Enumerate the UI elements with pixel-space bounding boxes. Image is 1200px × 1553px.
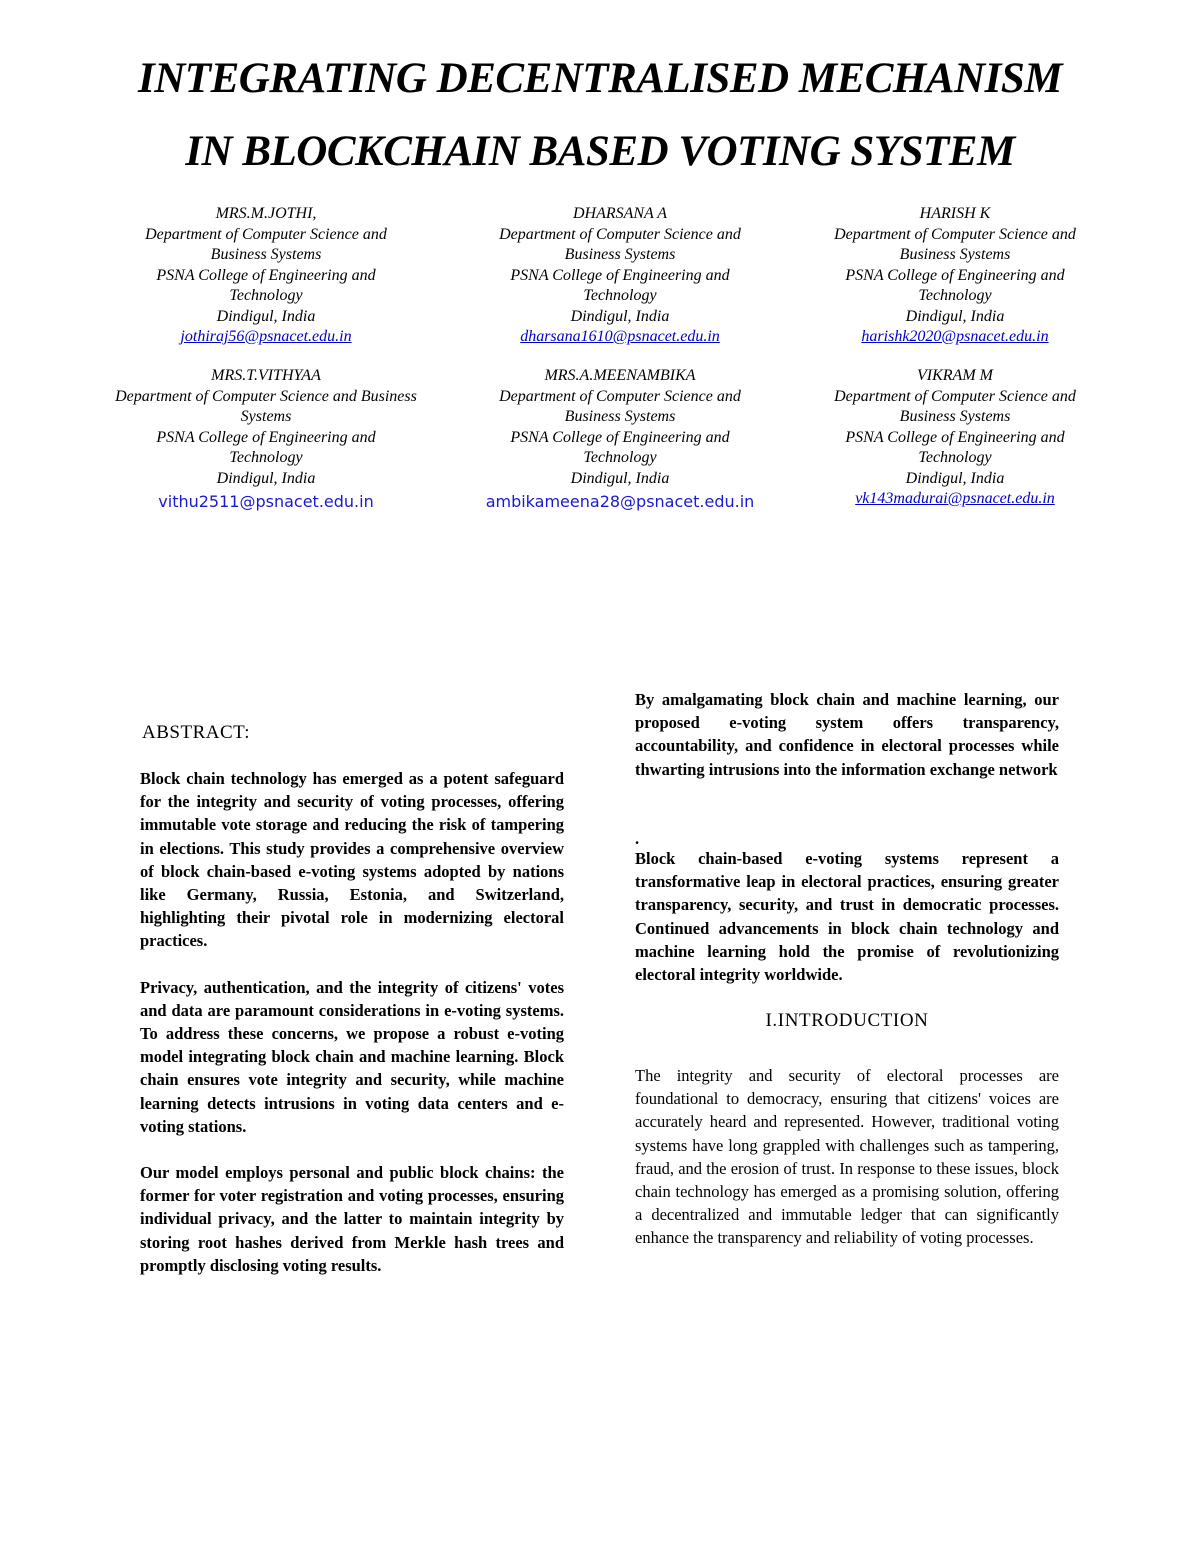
author-department: Department of Computer Science and (499, 387, 741, 405)
author-block (450, 366, 790, 513)
abstract-paragraph: Privacy, authentication, and the integrity of citizens' votes and data are paramount considerations in e-voting systems. To address these concerns, we propose a robust e-voting model integrating block chain and machine learning. Block chain ensures vote integrity and security, while machine learning detects intrusions in voting data centers and e-voting stations. (140, 977, 564, 1136)
author-block (785, 366, 1125, 510)
introduction-paragraph: The integrity and security of electoral processes are foundational to democracy, ensuring that citizens' voices are accurately heard and represented. However, traditional voting systems have long grappled with challenges such as tampering, fraud, and the erosion of trust. In response to these issues, block chain technology has emerged as a promising solution, offering a decentralized and immutable ledger that can significantly enhance the transparency and reliability of voting processes. (635, 1066, 1059, 1248)
author-college-cont: Technology (918, 287, 992, 304)
author-location: Dindigul, India (905, 307, 1005, 325)
author-department-cont: Systems (240, 408, 292, 425)
author-college-cont: Technology (229, 287, 303, 304)
abstract-heading: ABSTRACT: (142, 722, 251, 743)
paper-title-line-2: IN BLOCKCHAIN BASED VOTING SYSTEM (185, 128, 1015, 175)
author-name: DHARSANA A (572, 205, 668, 222)
author-location: Dindigul, India (570, 469, 670, 487)
author-location: Dindigul, India (905, 469, 1005, 487)
author-name: HARISH K (919, 205, 991, 222)
author-department: Department of Computer Science and Business (115, 387, 417, 405)
author-college-cont: Technology (229, 449, 303, 466)
author-college: PSNA College of Engineering and (510, 266, 730, 284)
author-college: PSNA College of Engineering and (156, 266, 376, 284)
author-email-link[interactable]: dharsana1610@psnacet.edu.in (520, 328, 720, 345)
introduction-body (635, 1064, 1059, 1250)
author-name: MRS.A.MEENAMBIKA (544, 367, 696, 384)
author-name: VIKRAM M (917, 367, 993, 384)
author-department: Department of Computer Science and (145, 225, 387, 243)
abstract-continued (635, 688, 1059, 781)
author-college: PSNA College of Engineering and (510, 428, 730, 446)
abstract-paragraph: Block chain technology has emerged as a potent safeguard for the integrity and security of voting processes, offering immutable vote storage and reducing the risk of tampering in elections. This study provides a comprehensive overview of block chain-based e-voting systems adopted by nations like Germany, Russia, Estonia, and Switzerland, highlighting their pivotal role in modernizing electoral practices. (140, 769, 564, 951)
abstract-column (140, 767, 564, 1277)
author-name: MRS.T.VITHYAA (211, 367, 321, 384)
abstract-conclusion (635, 847, 1059, 986)
abstract-paragraph: By amalgamating block chain and machine learning, our proposed e-voting system offers transparency, accountability, and confidence in electoral processes while thwarting intrusions into the information exchange network (635, 690, 1059, 779)
author-college-cont: Technology (918, 449, 992, 466)
author-block (96, 366, 436, 513)
author-department: Department of Computer Science and (834, 387, 1076, 405)
author-department: Department of Computer Science and (834, 225, 1076, 243)
author-block (450, 204, 790, 348)
author-email-link[interactable]: harishk2020@psnacet.edu.in (861, 328, 1049, 345)
author-department-cont: Business Systems (564, 408, 676, 425)
author-college: PSNA College of Engineering and (845, 266, 1065, 284)
author-block (785, 204, 1125, 348)
author-location: Dindigul, India (570, 307, 670, 325)
author-email-link[interactable]: jothiraj56@psnacet.edu.in (180, 328, 352, 345)
author-department-cont: Business Systems (899, 408, 1011, 425)
abstract-paragraph: Block chain-based e-voting systems represent a transformative leap in electoral practices, ensuring greater transparency, security, and trust in democratic processes. Continued advancements in block chain technology and machine learning hold the promise of revolutionizing electoral integrity worldwide. (635, 849, 1059, 985)
author-email-link[interactable]: vithu2511@psnacet.edu.in (158, 492, 374, 511)
author-name: MRS.M.JOTHI, (215, 205, 317, 222)
author-location: Dindigul, India (216, 469, 316, 487)
author-college: PSNA College of Engineering and (845, 428, 1065, 446)
author-block (96, 204, 436, 348)
author-department-cont: Business Systems (564, 246, 676, 263)
author-department-cont: Business Systems (899, 246, 1011, 263)
stray-period: . (635, 829, 640, 848)
author-department: Department of Computer Science and (499, 225, 741, 243)
author-college-cont: Technology (583, 449, 657, 466)
author-email-link[interactable]: ambikameena28@psnacet.edu.in (485, 492, 755, 511)
paper-title-line-1: INTEGRATING DECENTRALISED MECHANISM (138, 55, 1062, 102)
author-college-cont: Technology (583, 287, 657, 304)
author-department-cont: Business Systems (210, 246, 322, 263)
author-college: PSNA College of Engineering and (156, 428, 376, 446)
introduction-heading: I.INTRODUCTION (765, 1010, 929, 1031)
abstract-paragraph: Our model employs personal and public block chains: the former for voter registration and voting processes, ensuring individual privacy, and the latter to maintain integrity by storing root hashes derived from Merkle hash trees and promptly disclosing voting results. (140, 1163, 564, 1275)
author-location: Dindigul, India (216, 307, 316, 325)
author-email-link[interactable]: vk143madurai@psnacet.edu.in (855, 490, 1055, 507)
